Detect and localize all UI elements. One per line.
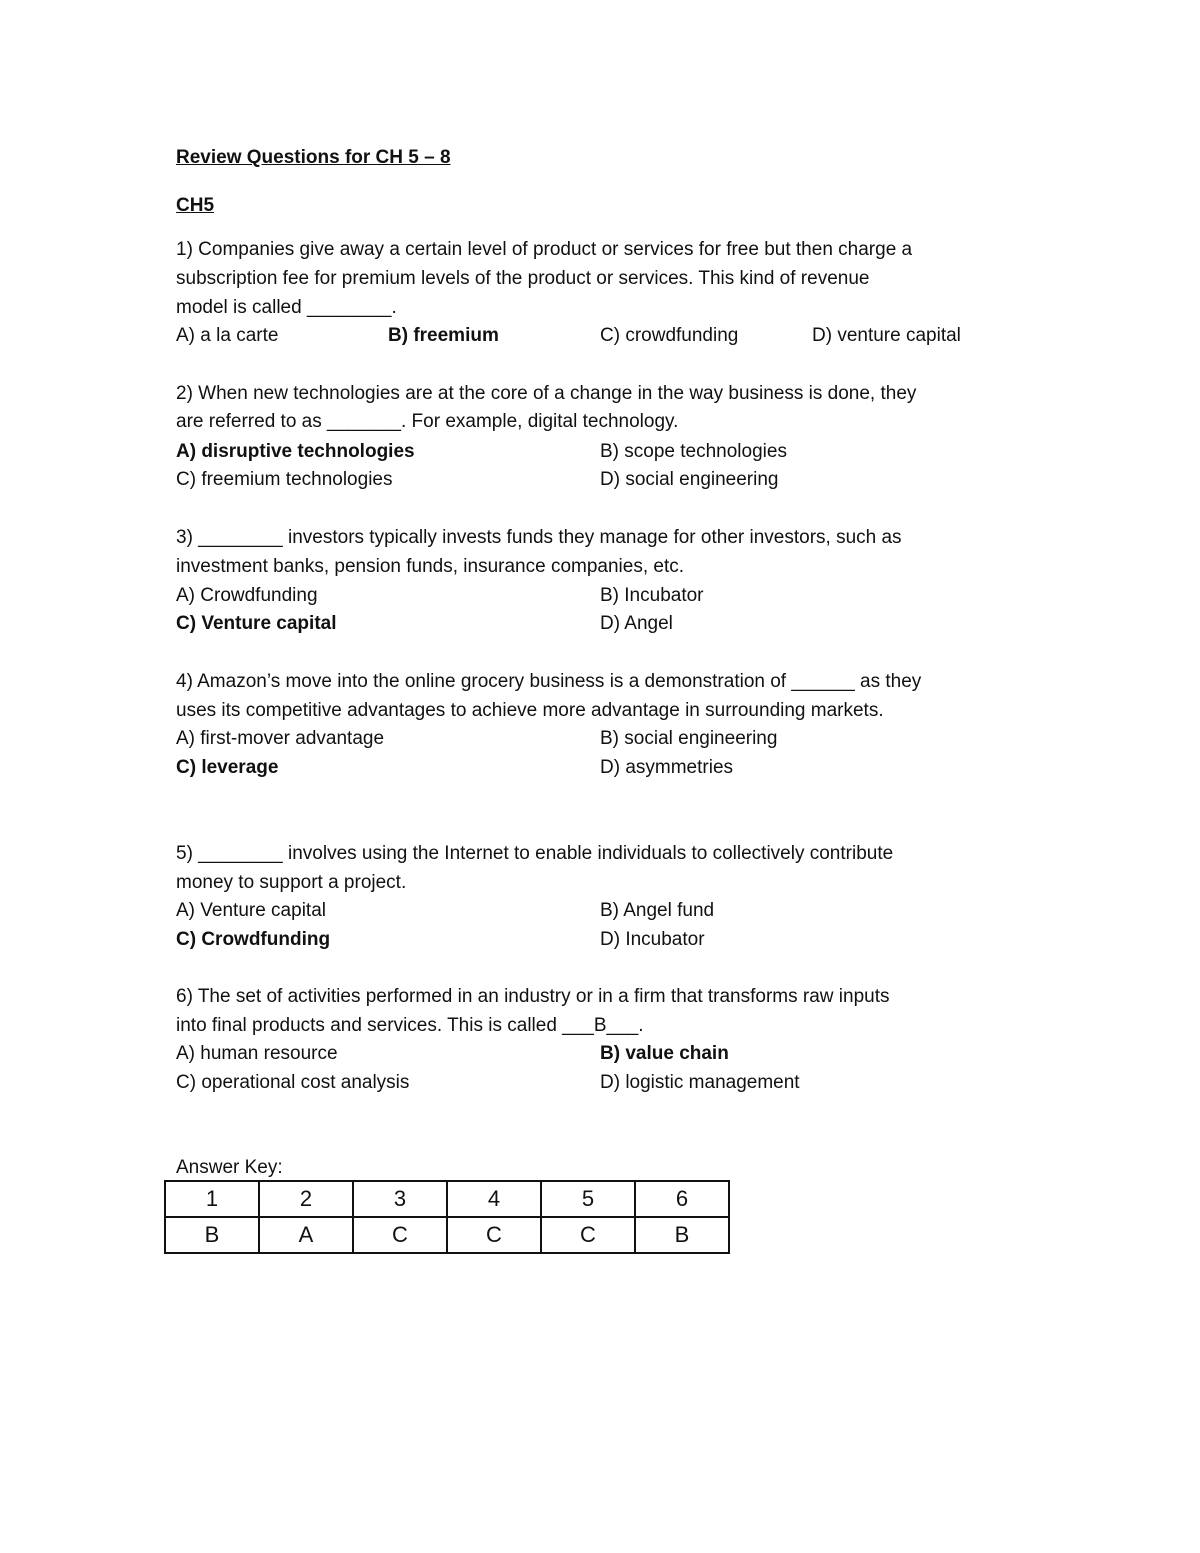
answer-key-answer: C <box>353 1217 447 1253</box>
question-6-option-a: A) human resource <box>176 1043 338 1064</box>
question-5-option-d: D) Incubator <box>600 929 705 950</box>
question-4-option-d: D) asymmetries <box>600 757 734 778</box>
answer-key-number-row <box>165 1181 729 1217</box>
question-4-line-1: 4) Amazon’s move into the online grocery business is a demonstration of ______ as they <box>176 671 922 692</box>
section-heading: CH5 <box>176 195 215 216</box>
answer-key-number: 2 <box>259 1181 353 1217</box>
question-3-line-1: 3) ________ investors typically invests funds they manage for other investors, such as <box>176 527 902 548</box>
question-5-option-b: B) Angel fund <box>600 900 715 921</box>
answer-key-answer: B <box>165 1217 259 1253</box>
question-1-line-1: 1) Companies give away a certain level of product or services for free but then charge a <box>176 239 913 260</box>
answer-key-answer-row <box>165 1217 729 1253</box>
question-2-line-1: 2) When new technologies are at the core of a change in the way business is done, they <box>176 383 917 404</box>
answer-key-number: 4 <box>447 1181 541 1217</box>
answer-key-number: 5 <box>541 1181 635 1217</box>
answer-key-label: Answer Key: <box>176 1157 283 1178</box>
answer-key-number: 1 <box>165 1181 259 1217</box>
question-5-line-1: 5) ________ involves using the Internet to enable individuals to collectively contribute <box>176 843 894 864</box>
question-1-option-b: B) freemium <box>388 325 499 346</box>
question-2-option-c: C) freemium technologies <box>176 469 393 490</box>
question-2-option-a: A) disruptive technologies <box>176 441 415 462</box>
page-title: Review Questions for CH 5 – 8 <box>176 147 451 168</box>
question-4-option-a: A) first-mover advantage <box>176 728 385 749</box>
question-2-line-2: are referred to as _______. For example, digital technology. <box>176 411 679 432</box>
answer-key-answer: C <box>447 1217 541 1253</box>
question-1-line-2: subscription fee for premium levels of the product or services. This kind of revenue <box>176 268 870 289</box>
answer-key-number: 6 <box>635 1181 729 1217</box>
question-1-option-c: C) crowdfunding <box>600 325 739 346</box>
question-5-option-a: A) Venture capital <box>176 900 326 921</box>
question-6-line-1: 6) The set of activities performed in an industry or in a firm that transforms raw inputs <box>176 986 890 1007</box>
question-6-line-2: into final products and services. This is called ___B___. <box>176 1015 644 1036</box>
answer-key-number: 3 <box>353 1181 447 1217</box>
question-5-option-c: C) Crowdfunding <box>176 929 331 950</box>
answer-key-answer: C <box>541 1217 635 1253</box>
question-4-line-2: uses its competitive advantages to achieve more advantage in surrounding markets. <box>176 700 884 721</box>
answer-key-table <box>164 1180 730 1254</box>
answer-key-answer: A <box>259 1217 353 1253</box>
answer-key-answer: B <box>635 1217 729 1253</box>
question-2-option-b: B) scope technologies <box>600 441 787 462</box>
question-3-option-d: D) Angel <box>600 613 673 634</box>
question-1-option-d: D) venture capital <box>812 325 961 346</box>
question-4-option-c: C) leverage <box>176 757 279 778</box>
question-4-option-b: B) social engineering <box>600 728 778 749</box>
question-1-option-a: A) a la carte <box>176 325 279 346</box>
question-3-option-b: B) Incubator <box>600 585 704 606</box>
question-3-option-a: A) Crowdfunding <box>176 585 318 606</box>
question-6-option-c: C) operational cost analysis <box>176 1072 410 1093</box>
question-5-line-2: money to support a project. <box>176 872 407 893</box>
question-3-line-2: investment banks, pension funds, insurance companies, etc. <box>176 556 685 577</box>
question-1-line-3: model is called ________. <box>176 297 397 318</box>
question-6-option-d: D) logistic management <box>600 1072 800 1093</box>
question-6-option-b: B) value chain <box>600 1043 729 1064</box>
question-3-option-c: C) Venture capital <box>176 613 337 634</box>
question-2-option-d: D) social engineering <box>600 469 779 490</box>
